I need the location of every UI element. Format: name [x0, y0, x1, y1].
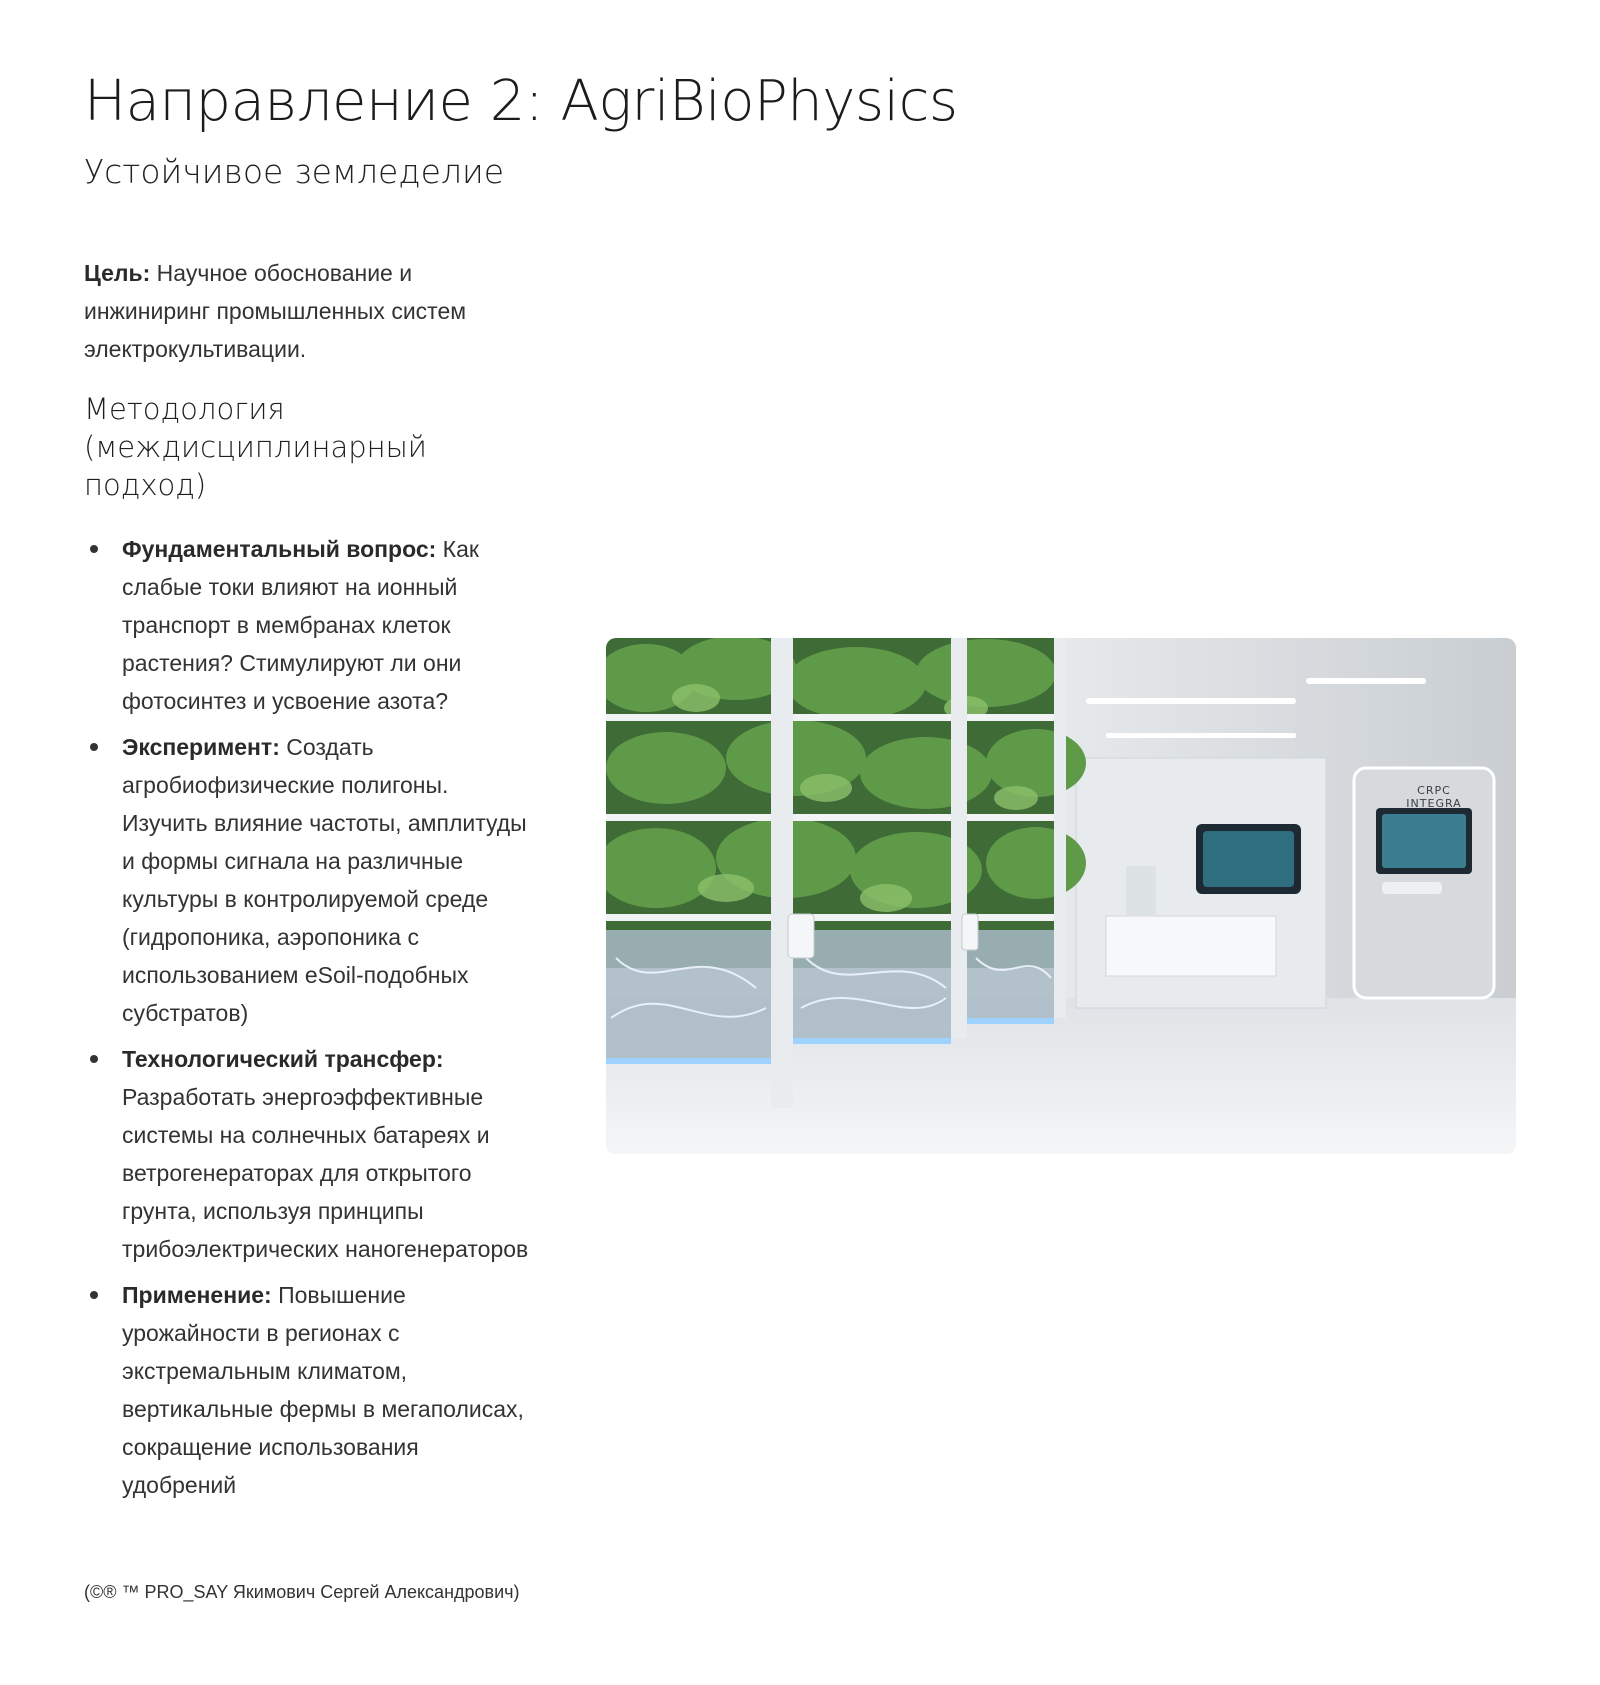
list-item [84, 1040, 534, 1268]
page-title: Направление 2: AgriBioPhysics [84, 69, 958, 134]
methodology-heading: Методология (междисциплинарный подход) [84, 392, 427, 502]
methodology-list [84, 530, 534, 1504]
content-column [84, 254, 534, 1512]
root-tank [606, 930, 771, 1060]
root-tank [793, 930, 951, 1040]
list-item [84, 530, 534, 720]
list-item [84, 728, 534, 1032]
list-item-label: Применение: [122, 1282, 272, 1308]
root-tank [967, 930, 1054, 1020]
list-item-label: Фундаментальный вопрос: [122, 536, 437, 562]
page-subtitle: Устойчивое земледелие [84, 152, 505, 191]
goal-text: Научное обоснование и инжиниринг промышленных систем электрокультивации. [84, 260, 467, 362]
copyright-footer: (©® ™ PRO_SAY Якимович Сергей Александрович) [84, 1582, 520, 1602]
list-item-text: Повышение урожайности в регионах с экстремальным климатом, вертикальные фермы в мегаполисах, сокращение использования удобрений [122, 1282, 524, 1498]
list-item [84, 1276, 534, 1504]
list-item-text: Разработать энергоэффективные системы на солнечных батареях и ветрогенераторах для открытого грунта, используя принципы трибоэлектрических наногенераторов [122, 1084, 529, 1262]
goal-label: Цель: [84, 260, 151, 286]
lab-illustration [606, 638, 1516, 1154]
goal-paragraph [84, 254, 534, 368]
list-item-label: Технологический трансфер: [122, 1046, 444, 1072]
list-item-label: Эксперимент: [122, 734, 280, 760]
vertical-farm-lab-image [606, 638, 1516, 1154]
list-item-text: Создать агробиофизические полигоны. Изучить влияние частоты, амплитуды и формы сигнала на различные культуры в контролируемой среде (гидропоника, аэропоника с использованием eSoil-подобных субстратов) [122, 734, 527, 1026]
panel-brand-label: CRPC INTEGRA [1406, 784, 1462, 810]
list-item-text: Как слабые токи влияют на ионный транспорт в мембранах клеток растения? Стимулируют ли они фотосинтез и усвоение азота? [122, 536, 479, 714]
